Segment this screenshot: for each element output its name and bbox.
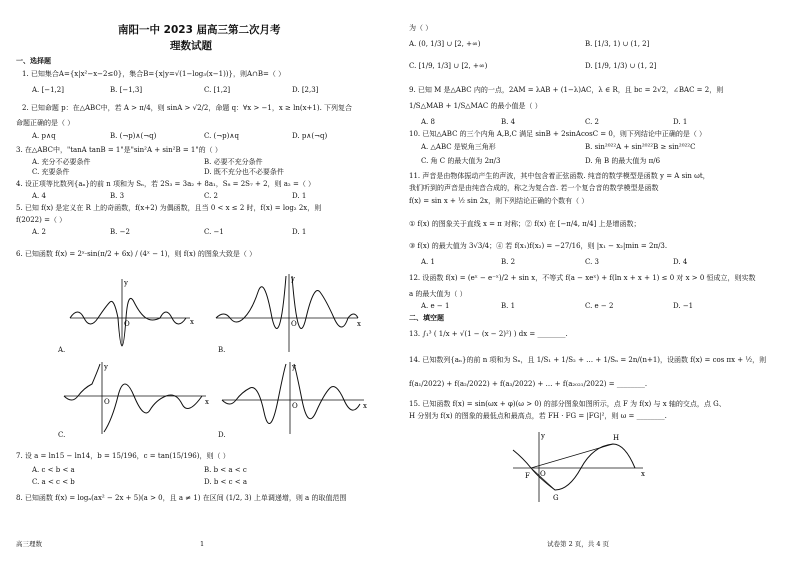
question-9: 9. 已知 M 是△ABC 内的一点，2AM = λAB + (1−λ)AC，λ ∈ R，且 bc = 2√2，∠BAC = 2，则 xyxy=(409,86,724,94)
graph-option-d xyxy=(220,360,370,436)
graph-a-origin: O xyxy=(124,320,130,328)
footer-right-page: 试卷第 2 页，共 4 页 xyxy=(547,540,610,548)
question-8-cont: 为（ ） xyxy=(409,24,433,32)
q3-option-d: D. 既不充分也不必要条件 xyxy=(204,168,284,176)
q2-option-d: D. p∧(¬q) xyxy=(292,132,328,140)
q10-option-a: A. △ABC 是锐角三角形 xyxy=(421,143,496,151)
question-11-statements-2: ③ f(x) 的最大值为 3√3/4；④ 若 f(x₁)f(x₂) = −27/16，则 |x₁ − x₂|min = 2π/3. xyxy=(409,242,668,250)
q10-option-c: C. 角 C 的最大值为 2π/3 xyxy=(421,157,501,165)
question-1: 1. 已知集合A={x|x²−x−2≤0}，集合B={x|y=√(1−log₃(x−1))}，则A∩B=（ ） xyxy=(22,70,286,78)
graph-c-x-label: x xyxy=(205,398,209,406)
q4-option-b: B. 3 xyxy=(110,192,125,200)
question-11-cont1: 我们听到的声音是由纯音合成的，称之为复合音. 若一个复合音的数学模型是函数 xyxy=(409,184,659,192)
question-2: 2. 已知命题 p：在△ABC中，若 A > π/4，则 sinA > √2/2，命题 q：∀x > −1，x ≥ ln(x+1). 下列复合 xyxy=(22,104,353,112)
graph-a-x-label: x xyxy=(190,318,194,326)
q15-sine-graph xyxy=(509,428,649,504)
graph-option-b xyxy=(214,272,364,354)
q7-option-c: C. a < c < b xyxy=(32,478,75,486)
graph-c-origin: O xyxy=(104,398,110,406)
question-7: 7. 设 a = ln15 − ln14，b = 15/196，c = tan(15/196)，则（ ） xyxy=(16,452,230,460)
q9-option-a: A. 8 xyxy=(421,118,435,126)
q7-option-d: D. b < c < a xyxy=(204,478,248,486)
q11-option-b: B. 2 xyxy=(501,258,516,266)
graph-a-y-label: y xyxy=(124,279,128,287)
question-3: 3. 在△ABC中，"tanA tanB = 1"是"sin²A + sin²B = 1"的（ ） xyxy=(16,146,222,154)
graph-option-c xyxy=(62,360,212,436)
q15-point-g: G xyxy=(553,494,559,502)
q2-option-a: A. p∧q xyxy=(32,132,56,140)
question-12: 12. 设函数 f(x) = (eˣ − e⁻ˣ)/2 + sin x，不等式 f(a − xeˣ) + f(ln x + x + 1) ≤ 0 对 x > 0 恒成立，则实数 xyxy=(409,274,756,282)
q12-option-c: C. e − 2 xyxy=(585,302,614,310)
graph-d-x-label: x xyxy=(363,402,367,410)
graph-b-origin: O xyxy=(291,320,297,328)
question-5-cont: f(2022) =（ ） xyxy=(16,216,67,224)
question-2-cont: 命题正确的是（ ） xyxy=(16,119,75,127)
q1-option-d: D. [2,3] xyxy=(292,86,319,94)
section-choice: 一、选择题 xyxy=(16,57,51,65)
q5-option-b: B. −2 xyxy=(110,228,130,236)
question-15: 15. 已知函数 f(x) = sin(ωx + φ)(ω > 0) 的部分图象如图所示，点 F 为 f(x) 与 x 轴的交点，点 G、 xyxy=(409,400,726,408)
q8-option-b: B. [1/3, 1) ∪ (1, 2] xyxy=(585,40,650,48)
question-11-cont2: f(x) = sin x + ½ sin 2x，则下列结论正确的个数有（ ） xyxy=(409,197,589,205)
q5-option-c: C. −1 xyxy=(204,228,224,236)
q15-origin: O xyxy=(540,470,546,478)
q9-option-d: D. 1 xyxy=(673,118,688,126)
q15-point-h: H xyxy=(613,434,620,442)
q4-option-c: C. 2 xyxy=(204,192,219,200)
graph-d-label: D. xyxy=(218,431,226,439)
question-14-cont: f(a₁/2022) + f(a₂/2022) + f(a₃/2022) + … + f(a₂₀₂₁/2022) = ________. xyxy=(409,380,648,388)
q3-option-c: C. 充要条件 xyxy=(32,168,70,176)
graph-b-y-label: y xyxy=(291,275,295,283)
q11-option-a: A. 1 xyxy=(421,258,435,266)
question-6: 6. 已知函数 f(x) = 2ˣ·sin(π/2 + 6x) / (4ˣ − 1)，则 f(x) 的图象大致是（ ） xyxy=(16,250,257,258)
graph-c-y-label: y xyxy=(104,363,108,371)
q2-option-c: C. (¬p)∧q xyxy=(204,132,239,140)
graph-a-label: A. xyxy=(58,346,66,354)
q11-option-d: D. 4 xyxy=(673,258,688,266)
graph-d-origin: O xyxy=(292,402,298,410)
graph-b-label: B. xyxy=(218,346,226,354)
question-9-cont: 1/S△MAB + 1/S△MAC 的最小值是（ ） xyxy=(409,102,542,110)
q10-option-d: D. 角 B 的最大值为 π/6 xyxy=(585,157,661,165)
q7-option-b: B. b < a < c xyxy=(204,466,247,474)
q3-option-b: B. 必要不充分条件 xyxy=(204,158,263,166)
q12-option-d: D. −1 xyxy=(673,302,694,310)
question-12-cont: a 的最大值为（ ） xyxy=(409,290,467,298)
right-page xyxy=(397,0,794,561)
question-13: 13. ∫₁³ ( 1/x + √(1 − (x − 2)²) ) dx = ________. xyxy=(409,330,568,338)
q5-option-d: D. 1 xyxy=(292,228,307,236)
q15-y-label: y xyxy=(541,432,545,440)
q15-point-f: F xyxy=(525,472,530,480)
q1-option-b: B. [−1,3] xyxy=(110,86,143,94)
footer-left-label: 高三理数 xyxy=(16,540,42,548)
question-15-cont: H 分别为 f(x) 的图象的最低点和最高点，若 FH · FG = |FG|²，则 ω = ________. xyxy=(409,412,667,420)
q12-option-a: A. e − 1 xyxy=(421,302,450,310)
question-14: 14. 已知数列{aₙ}的前 n 项和为 Sₙ，且 1/S₁ + 1/S₂ + … + 1/Sₙ = 2n/(n+1)，设函数 f(x) = cos πx + ½，则 xyxy=(409,356,767,364)
question-10: 10. 已知△ABC 的三个内角 A,B,C 满足 sinB + 2sinAcosC = 0，则下列结论中正确的是（ ） xyxy=(409,130,707,138)
q4-option-d: D. 1 xyxy=(292,192,307,200)
q4-option-a: A. 4 xyxy=(32,192,46,200)
q8-option-c: C. [1/9, 1/3] ∪ [2, +∞) xyxy=(409,62,488,70)
q7-option-a: A. c < b < a xyxy=(32,466,75,474)
q5-option-a: A. 2 xyxy=(32,228,46,236)
question-11: 11. 声音是由物体振动产生的声波，其中包含着正弦函数. 纯音的数学模型是函数 y = A sin ωt， xyxy=(409,172,710,180)
question-8: 8. 已知函数 f(x) = logₐ(ax² − 2x + 5)(a > 0，且 a ≠ 1) 在区间 (1/2, 3) 上单调递增，则 a 的取值范围 xyxy=(16,494,347,502)
exam-subtitle: 理数试题 xyxy=(170,40,212,52)
q12-option-b: B. 1 xyxy=(501,302,516,310)
q1-option-a: A. [−1,2] xyxy=(32,86,64,94)
question-4: 4. 设正项等比数列{aₙ}的前 n 项和为 Sₙ，若 2S₃ = 3a₂ + 8a₁，S₈ = 2S₇ + 2，则 a₂ =（ ） xyxy=(16,180,316,188)
q8-option-d: D. [1/9, 1/3) ∪ (1, 2] xyxy=(585,62,657,70)
footer-left-page: 1 xyxy=(200,540,205,548)
section-fill-in: 二、填空题 xyxy=(409,314,444,322)
question-5: 5. 已知 f(x) 是定义在 R 上的奇函数，f(x+2) 为偶函数，且当 0 < x ≤ 2 时，f(x) = log₂ 2x，则 xyxy=(16,204,322,212)
graph-b-x-label: x xyxy=(357,320,361,328)
q1-option-c: C. [1,2] xyxy=(204,86,231,94)
q15-x-label: x xyxy=(641,470,645,478)
question-11-statements-1: ① f(x) 的图象关于直线 x = π 对称；② f(x) 在 [−π/4, π/4] 上是增函数； xyxy=(409,220,641,228)
q3-option-a: A. 充分不必要条件 xyxy=(32,158,91,166)
q2-option-b: B. (¬p)∧(¬q) xyxy=(110,132,157,140)
graph-d-y-label: y xyxy=(292,363,296,371)
q11-option-c: C. 3 xyxy=(585,258,600,266)
q9-option-c: C. 2 xyxy=(585,118,600,126)
graph-option-a xyxy=(66,276,196,348)
exam-title: 南阳一中 2023 届高三第二次月考 xyxy=(118,24,281,36)
graph-c-label: C. xyxy=(58,431,66,439)
q10-option-b: B. sin²⁰²²A + sin²⁰²²B ≥ sin²⁰²²C xyxy=(585,143,696,151)
q9-option-b: B. 4 xyxy=(501,118,516,126)
q8-option-a: A. (0, 1/3] ∪ [2, +∞) xyxy=(409,40,481,48)
